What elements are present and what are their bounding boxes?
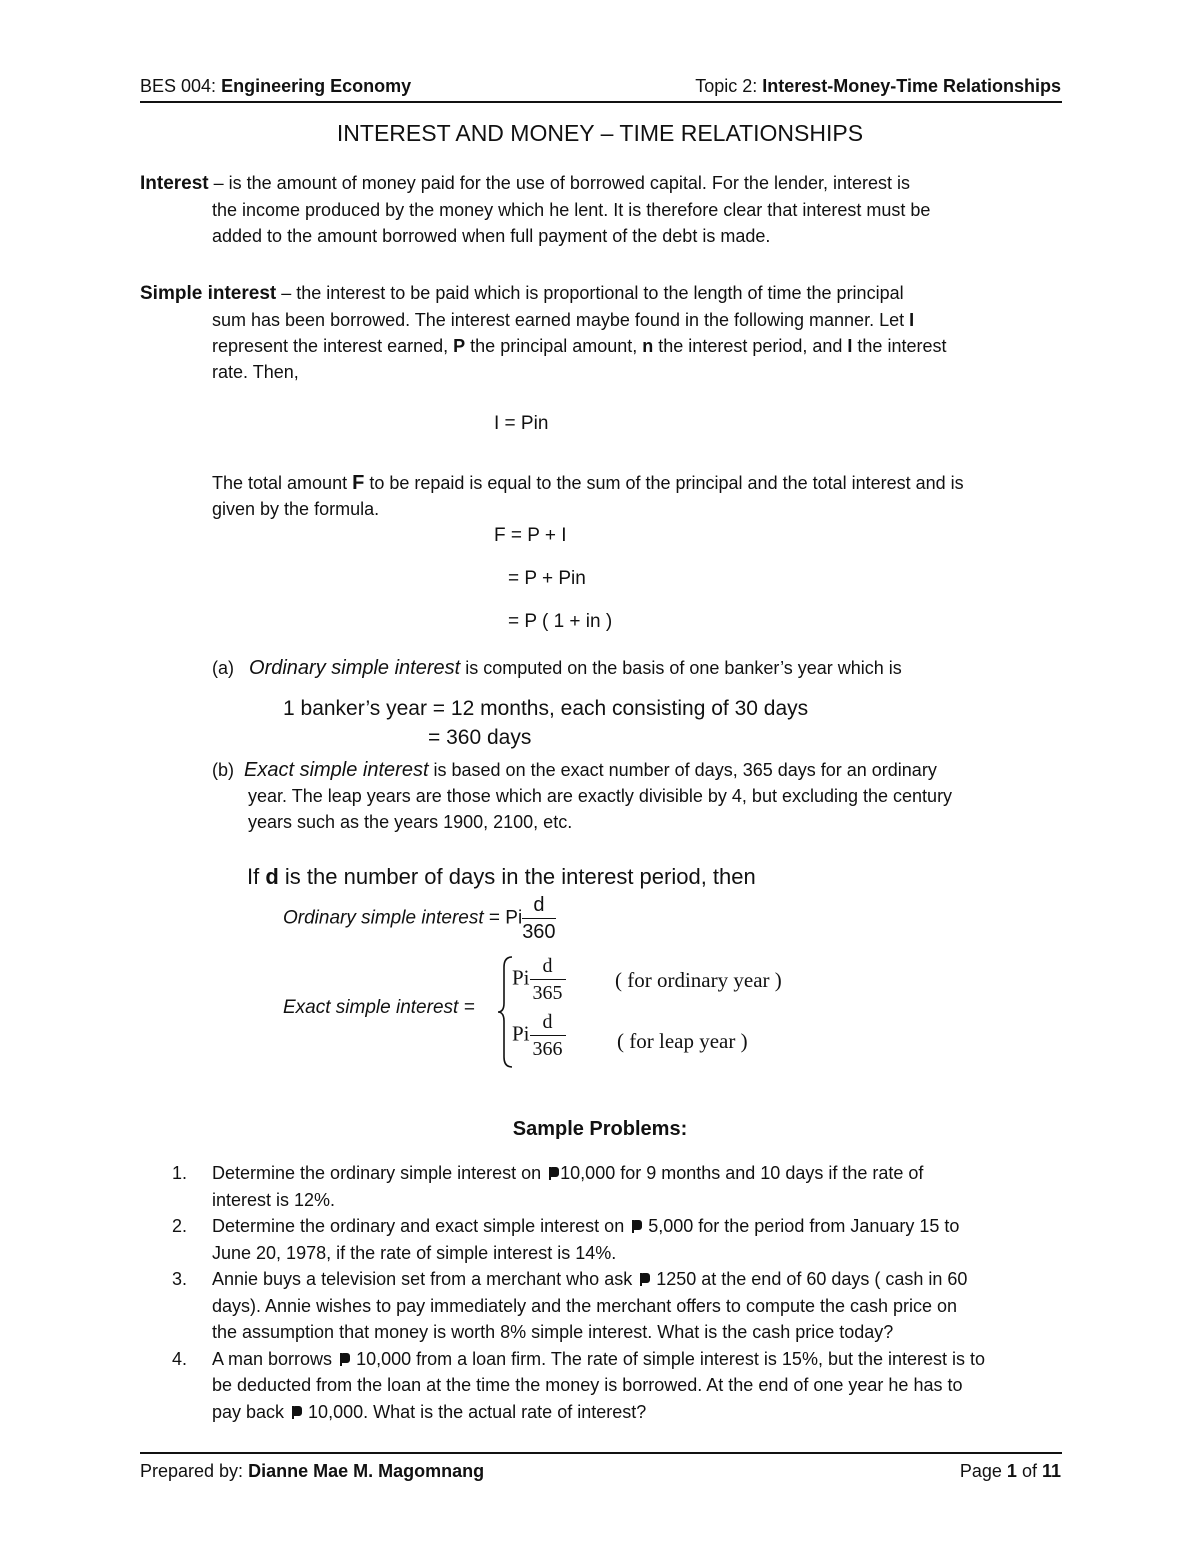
interest-line-3: added to the amount borrowed when full payment of the debt is made. — [212, 226, 771, 246]
total-amount-line-2: given by the formula. — [212, 499, 380, 519]
simple-line-3: represent the interest earned, P the principal amount, n the interest period, and I the interest — [212, 336, 947, 356]
exact-formula-label: Exact simple interest = — [283, 997, 475, 1018]
simple-line-2: sum has been borrowed. The interest earned maybe found in the following manner. Let I — [212, 310, 915, 330]
exact-denominator-365: 365 — [532, 982, 563, 1004]
author-name: Dianne Mae M. Magomnang — [248, 1461, 485, 1481]
exact-row-ordinary: Pi $\frac{d}{365}$ — [512, 956, 566, 1003]
simple-interest-term: Simple interest — [140, 283, 277, 304]
exact-numerator-365: d — [530, 956, 566, 980]
page-number: Page 1 of 11 — [959, 1461, 1061, 1481]
if-d-sentence: If d is the number of days in the interest period, then — [247, 864, 756, 889]
list-item: 4. A man borrows 10,000 from a loan firm. The rate of simple interest is 15%, but the interest is to be deducted from the loan at the time the money is borrowed. At the end of one year he has to pay back 10,000. What is the actual rate of interest? — [172, 1348, 986, 1422]
item-b-line-1: is based on the exact number of days, 365 days for an ordinary — [428, 760, 937, 780]
footer-left — [140, 1461, 484, 1482]
sample-problems-heading: Sample Problems: — [512, 1118, 688, 1140]
sample-problems-list — [172, 1160, 1062, 1425]
note-leap-year: ( for leap year ) — [617, 1029, 748, 1053]
topic-label: Topic 2: — [695, 76, 758, 96]
total-amount-paragraph — [212, 470, 964, 522]
item-a-text: is computed on the basis of one banker’s year which is — [460, 658, 902, 678]
item-b — [212, 757, 952, 835]
header-rule — [140, 101, 1062, 103]
peso-icon — [547, 1166, 559, 1180]
list-item: 3. Annie buys a television set from a merchant who ask 1250 at the end of 60 days ( cash in 60 days). Annie wishes to pay immediately and the merchant offers to compute the cash price on the assumption that money is worth 8% simple interest. What is the cash price today? — [172, 1269, 968, 1342]
formula-interest: I = Pin — [494, 413, 549, 434]
peso-icon — [638, 1272, 650, 1286]
ordinary-formula-eq: = Pi — [483, 907, 523, 929]
formula-f-3: = P ( 1 + in ) — [508, 611, 613, 632]
list-item: 2. Determine the ordinary and exact simple interest on 5,000 for the period from January 15 to June 20, 1978, if the rate of simple interest is 14%. — [172, 1216, 960, 1263]
ordinary-denominator: 360 — [522, 921, 556, 943]
item-a-term: Ordinary simple interest — [249, 657, 461, 679]
simple-interest-definition — [140, 280, 946, 385]
formula-f-1: F = P + I — [494, 525, 567, 546]
exact-row-leap: Pi $\frac{d}{366}$ — [512, 1012, 566, 1059]
item-b-line-2: year. The leap years are those which are exactly divisible by 4, but excluding the century — [248, 786, 953, 806]
list-item: 1. Determine the ordinary simple interest on 10,000 for 9 months and 10 days if the rate of interest is 12%. — [172, 1163, 924, 1210]
course-code: BES 004: — [140, 76, 217, 96]
ordinary-formula — [283, 895, 556, 942]
bankers-year-days: = 360 days — [428, 726, 532, 749]
peso-icon — [290, 1405, 302, 1419]
course-name: Engineering Economy — [221, 76, 412, 96]
prepared-label: Prepared by: — [140, 1461, 244, 1481]
interest-line-2: the income produced by the money which he lent. It is therefore clear that interest must be — [212, 200, 931, 220]
note-ordinary-year: ( for ordinary year ) — [615, 968, 782, 992]
footer-rule — [140, 1452, 1062, 1454]
running-header-right — [695, 76, 1061, 97]
item-b-term: Exact simple interest — [244, 759, 429, 781]
bankers-year-eq: 1 banker’s year = 12 months, each consisting of 30 days — [283, 697, 809, 720]
exact-numerator-366: d — [530, 1012, 566, 1036]
item-b-line-3: years such as the years 1900, 2100, etc. — [248, 812, 573, 832]
interest-term: Interest — [140, 173, 209, 194]
interest-line-1: – is the amount of money paid for the use of borrowed capital. For the lender, interest is — [208, 173, 911, 193]
item-b-label: (b) — [212, 760, 234, 780]
running-header-left — [140, 76, 411, 97]
interest-definition — [140, 170, 930, 249]
item-a — [212, 655, 902, 681]
peso-icon — [630, 1219, 642, 1233]
peso-icon — [338, 1352, 350, 1366]
ordinary-formula-label: Ordinary simple interest — [283, 907, 484, 929]
topic-name: Interest-Money-Time Relationships — [762, 76, 1061, 96]
simple-line-1: – the interest to be paid which is proportional to the length of time the principal — [276, 283, 904, 303]
exact-denominator-366: 366 — [532, 1038, 563, 1060]
page-title: INTEREST AND MONEY – TIME RELATIONSHIPS — [336, 120, 864, 146]
item-a-label: (a) — [212, 658, 234, 678]
simple-line-4: rate. Then, — [212, 362, 299, 382]
total-amount-line-1: The total amount F to be repaid is equal to the sum of the principal and the total interest and is — [212, 472, 964, 494]
ordinary-numerator: d — [522, 895, 555, 919]
formula-f-2: = P + Pin — [508, 568, 586, 589]
